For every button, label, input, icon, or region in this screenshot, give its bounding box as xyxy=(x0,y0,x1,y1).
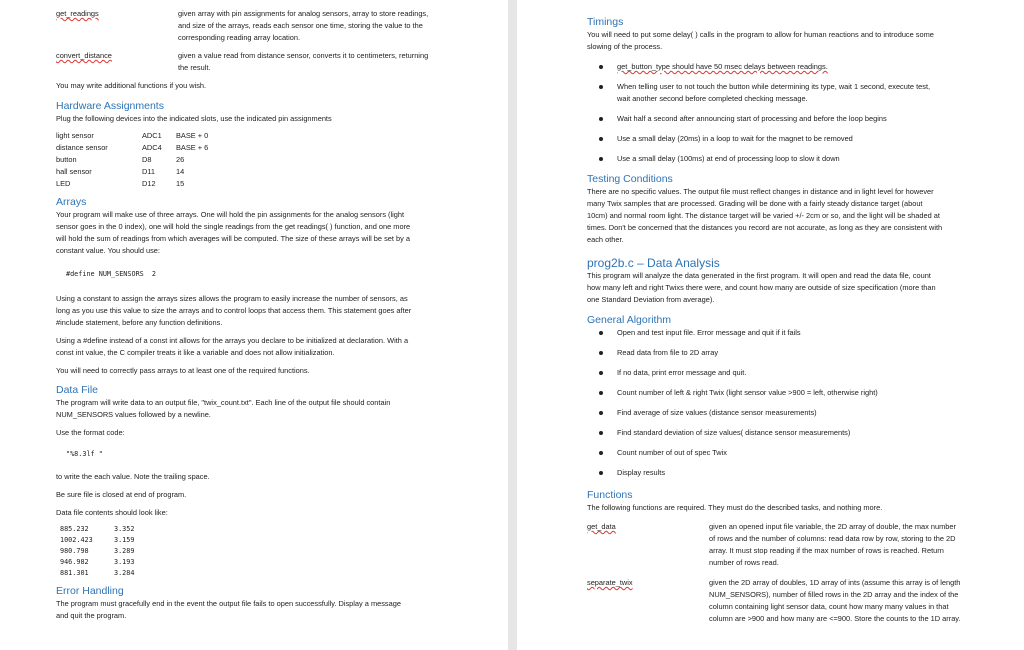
slot-cell: D12 xyxy=(142,179,156,188)
pin-cell: 15 xyxy=(176,179,185,188)
pin-assignment-table xyxy=(56,130,208,190)
list-item: Use a small delay (20ms) in a loop to wait for the magnet to be removed xyxy=(587,133,1010,145)
text-line: will hold the sum of readings from which averages will be computed. The size of these arrays will be set by a xyxy=(56,234,410,243)
testing-heading: Testing Conditions xyxy=(587,173,673,185)
table-row xyxy=(56,154,208,166)
list-item: If no data, print error message and quit. xyxy=(587,367,1010,379)
table-row xyxy=(56,166,208,178)
algorithm-heading: General Algorithm xyxy=(587,314,672,326)
algorithm-list xyxy=(587,327,1010,479)
data-file-heading: Data File xyxy=(56,383,99,396)
table-row xyxy=(56,130,208,142)
additional-functions-note: You may write additional functions if you wish. xyxy=(56,81,207,90)
slot-cell: ADC1 xyxy=(142,131,162,140)
text-line: 10cm) and normal room light. The distance target will be varied +/- 2cm or so, and the light will be shaded at xyxy=(587,211,940,220)
list-item: Read data from file to 2D array xyxy=(587,347,1010,359)
table-row xyxy=(56,178,208,190)
function-description xyxy=(709,521,1010,569)
text-line: sensor goes in the 0 index), one will hold the single readings from the get readings( ) function, and one more xyxy=(56,222,411,231)
error-handling-heading: Error Handling xyxy=(56,585,124,598)
text-line: given the 2D array of doubles, 1D array of ints (assume this array is of length xyxy=(709,578,961,587)
text-line: and quit the program. xyxy=(56,611,127,621)
slot-cell: D11 xyxy=(142,167,156,176)
list-item: 881.301 3.284 xyxy=(60,569,135,578)
text-line: This program will analyze the data generated in the first program. It will open and read the data file, count xyxy=(587,271,931,280)
text-line: given an opened input file variable, the 2D array of double, the max number xyxy=(709,522,956,531)
text-line: #include statement, before any function definitions. xyxy=(56,317,223,327)
text-line: The program must gracefully end in the event the output file fails to open successfully. Display a message xyxy=(56,599,401,609)
text-line: Using a #define instead of a const int allows for the arrays you declare to be initialized at declaration. With a xyxy=(56,335,409,345)
device-cell: distance sensor xyxy=(56,143,108,152)
text-line: column containing light sensor data, count how many many values in that xyxy=(709,602,949,611)
function-name: get_data xyxy=(587,522,616,531)
device-cell: LED xyxy=(56,179,71,188)
function-name: get_readings xyxy=(56,9,99,18)
list-item: 946.982 3.193 xyxy=(60,558,135,567)
function-description xyxy=(709,577,1010,625)
format-label: Use the format code: xyxy=(56,427,125,437)
function-description xyxy=(178,8,496,44)
define-code: #define NUM_SENSORS 2 xyxy=(66,269,157,278)
format-code: "%8.3lf " xyxy=(66,450,103,459)
text-line: The program will write data to an output file, "twix_count.txt". Each line of the output file should contain xyxy=(56,397,391,407)
text-line: NUM_SENSORS values followed by a newline. xyxy=(56,409,211,419)
text-line: many Twix samples that are processed. Grading will be done with a fairly steady distance target (about xyxy=(587,199,923,208)
function-description xyxy=(178,50,496,74)
text-line: column are >900 and how many are <=900. Store the counts to the 1D array. xyxy=(709,614,961,623)
timings-heading: Timings xyxy=(587,16,624,28)
list-item: When telling user to not touch the button while determining its type, wait 1 second, execute test, wait another second before completed checking message. xyxy=(587,81,1010,105)
list-item: Use a small delay (100ms) at end of processing loop to slow it down xyxy=(587,153,1010,165)
text-line: the result. xyxy=(178,63,211,72)
arrays-paragraph-3 xyxy=(56,335,496,359)
format-note: to write the each value. Note the trailing space. xyxy=(56,472,210,482)
list-item: 885.232 3.352 xyxy=(60,525,135,534)
text-line: slowing of the process. xyxy=(587,42,663,51)
document-page-left xyxy=(0,0,508,650)
text-line: how many left and right Twixs there were, and count how many are outside of size specification (more than xyxy=(587,283,936,292)
close-note: Be sure file is closed at end of program. xyxy=(56,490,187,500)
text-line: corresponding reading array location. xyxy=(178,33,301,42)
arrays-heading: Arrays xyxy=(56,196,87,208)
text-line: NUM_SENSORS), number of filled rows in the 2D array and the index of the xyxy=(709,590,959,599)
slot-cell: ADC4 xyxy=(142,143,162,152)
data-file-sample xyxy=(56,524,496,579)
list-item: Count number of left & right Twix (light sensor value >900 = left, otherwise right) xyxy=(587,387,1010,399)
contents-label: Data file contents should look like: xyxy=(56,508,168,518)
list-item: Count number of out of spec Twix xyxy=(587,447,1010,459)
text-line: constant value. You should use: xyxy=(56,246,160,255)
pin-cell: 26 xyxy=(176,155,185,164)
text-line: number of rows read. xyxy=(709,558,779,567)
function-get-data xyxy=(587,521,1010,569)
list-item: Wait half a second after announcing start of processing and before the loop begins xyxy=(587,113,1010,125)
function-convert-distance xyxy=(56,50,496,74)
prog2b-heading: prog2b.c – Data Analysis xyxy=(587,256,720,270)
device-cell: light sensor xyxy=(56,131,94,140)
function-separate-twix xyxy=(587,577,1010,625)
text-line: array. It must stop reading if the max number of rows is reached. Return xyxy=(709,546,944,555)
pin-cell: BASE + 0 xyxy=(176,131,209,140)
list-item: Display results xyxy=(587,467,1010,479)
text-line: Your program will make use of three arrays. One will hold the pin assignments for the analog sensors (light xyxy=(56,210,405,219)
pin-cell: 14 xyxy=(176,167,185,176)
slot-cell: D8 xyxy=(142,155,152,164)
text-line: of rows and the number of columns: read data row by row, storing to the 2D xyxy=(709,534,956,543)
table-row xyxy=(56,142,208,154)
document-page-right xyxy=(517,0,1024,650)
list-item: Find average of size values (distance sensor measurements) xyxy=(587,407,1010,419)
text-line: given a value read from distance sensor, converts it to centimeters, returning xyxy=(178,51,429,60)
arrays-paragraph-2 xyxy=(56,293,496,329)
list-item: 1002.423 3.159 xyxy=(60,536,135,545)
functions-intro: The following functions are required. They must do the described tasks, and nothing more. xyxy=(587,503,883,512)
functions-heading: Functions xyxy=(587,489,633,501)
list-item: get_button_type should have 50 msec delays between readings. xyxy=(587,61,1010,73)
text-line: There are no specific values. The output file must reflect changes in distance and in light level for however xyxy=(587,187,934,196)
device-cell: button xyxy=(56,155,77,164)
list-item: Find standard deviation of size values( distance sensor measurements) xyxy=(587,427,1010,439)
text-line: Using a constant to assign the arrays sizes allows the program to easily increase the number of sensors, as xyxy=(56,293,408,303)
text-line: given array with pin assignments for analog sensors, array to store readings, xyxy=(178,9,429,18)
text-line: times. Don't be concerned that the distances you record are not accurate, as long as they are consistent with xyxy=(587,223,943,232)
arrays-paragraph-4: You will need to correctly pass arrays to at least one of the required functions. xyxy=(56,365,310,375)
text-line: long as you use this value to size the arrays and to control loops that access them. This statement goes after xyxy=(56,305,412,315)
text-line: You will need to put some delay( ) calls in the program to allow for human reactions and to introduce some xyxy=(587,30,934,39)
function-get-readings xyxy=(56,8,496,44)
timings-list xyxy=(587,61,1010,165)
arrays-paragraph-1 xyxy=(56,209,496,257)
hardware-heading: Hardware Assignments xyxy=(56,100,164,112)
list-item: Open and test input file. Error message and quit if it fails xyxy=(587,327,1010,339)
text-line: each other. xyxy=(587,235,624,244)
text-line: and size of the arrays, reads each sensor one time, storing the value to the xyxy=(178,21,423,30)
text-line: const int value, the C compiler treats it like a variable and does not allow initialization. xyxy=(56,347,335,357)
hardware-intro: Plug the following devices into the indicated slots, use the indicated pin assignments xyxy=(56,114,332,123)
device-cell: hall sensor xyxy=(56,167,92,176)
list-item: 980.798 3.289 xyxy=(60,547,135,556)
text-line: one Standard Deviation from average). xyxy=(587,295,715,304)
function-name: convert_distance xyxy=(56,51,112,60)
pin-cell: BASE + 6 xyxy=(176,143,209,152)
function-name: separate_twix xyxy=(587,578,633,587)
